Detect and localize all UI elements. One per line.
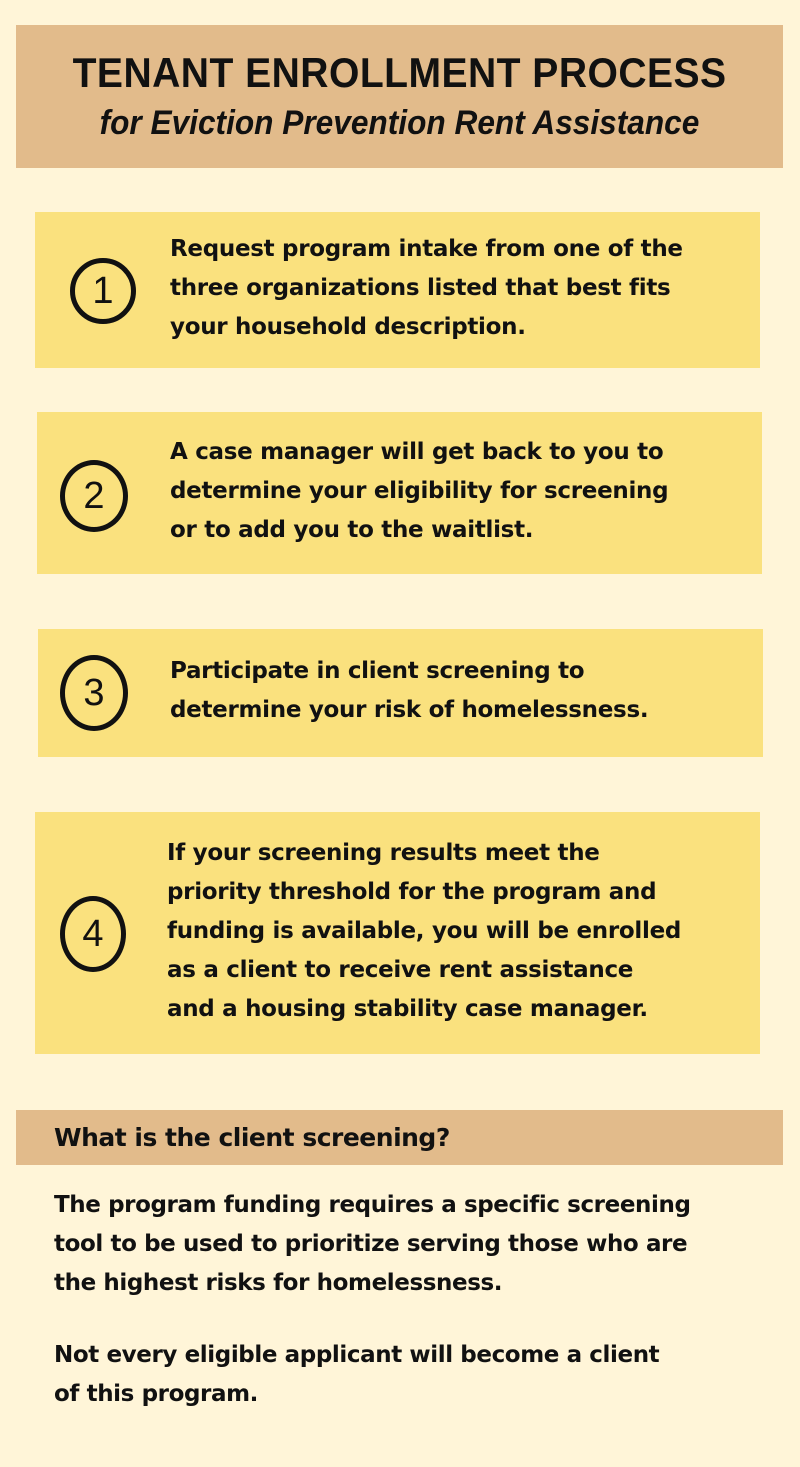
paragraph-line: of this program. <box>54 1381 259 1407</box>
step-text-line: priority threshold for the program and <box>167 879 657 905</box>
step-text-line: Participate in client screening to <box>170 658 585 684</box>
step-text-line: funding is available, you will be enrolled <box>167 918 682 944</box>
paragraph-line: Not every eligible applicant will become a client <box>54 1342 660 1368</box>
step-text-line: determine your eligibility for screening <box>170 478 669 504</box>
step-text-line: as a client to receive rent assistance <box>167 957 634 983</box>
screening-paragraph-1 <box>54 1186 691 1303</box>
section-heading: What is the client screening? <box>54 1123 450 1152</box>
section-header-banner <box>16 1110 783 1165</box>
page-subtitle: for Eviction Prevention Rent Assistance <box>99 103 700 142</box>
step-number-circle-icon <box>60 896 126 972</box>
step-text-line: determine your risk of homelessness. <box>170 697 649 723</box>
step-text-line: three organizations listed that best fits <box>170 275 671 301</box>
step-text-line: A case manager will get back to you to <box>170 439 664 465</box>
step-text-line: or to add you to the waitlist. <box>170 517 534 543</box>
step-text-line: your household description. <box>170 314 526 340</box>
step-text-line: and a housing stability case manager. <box>167 996 648 1022</box>
step-text-line: If your screening results meet the <box>167 840 600 866</box>
step-number: 3 <box>83 671 105 714</box>
step-number: 2 <box>83 474 105 517</box>
page-title: TENANT ENROLLMENT PROCESS <box>72 48 727 96</box>
step-number-circle-icon <box>60 655 128 731</box>
step-number-circle-icon <box>70 258 136 324</box>
step-description <box>170 652 648 730</box>
step-number: 4 <box>82 912 104 955</box>
step-4-card <box>35 812 760 1054</box>
step-text-line: Request program intake from one of the <box>170 236 683 262</box>
step-description <box>170 230 683 347</box>
step-3-card <box>38 629 763 757</box>
paragraph-line: The program funding requires a specific screening <box>54 1192 691 1218</box>
screening-paragraph-2 <box>54 1336 659 1414</box>
step-description <box>167 834 681 1029</box>
step-2-card <box>37 412 762 574</box>
step-1-card <box>35 212 760 368</box>
step-number: 1 <box>92 269 114 312</box>
header-banner <box>16 25 783 168</box>
step-number-circle-icon <box>60 460 128 532</box>
step-description <box>170 433 668 550</box>
paragraph-line: the highest risks for homelessness. <box>54 1270 503 1296</box>
paragraph-line: tool to be used to prioritize serving those who are <box>54 1231 688 1257</box>
